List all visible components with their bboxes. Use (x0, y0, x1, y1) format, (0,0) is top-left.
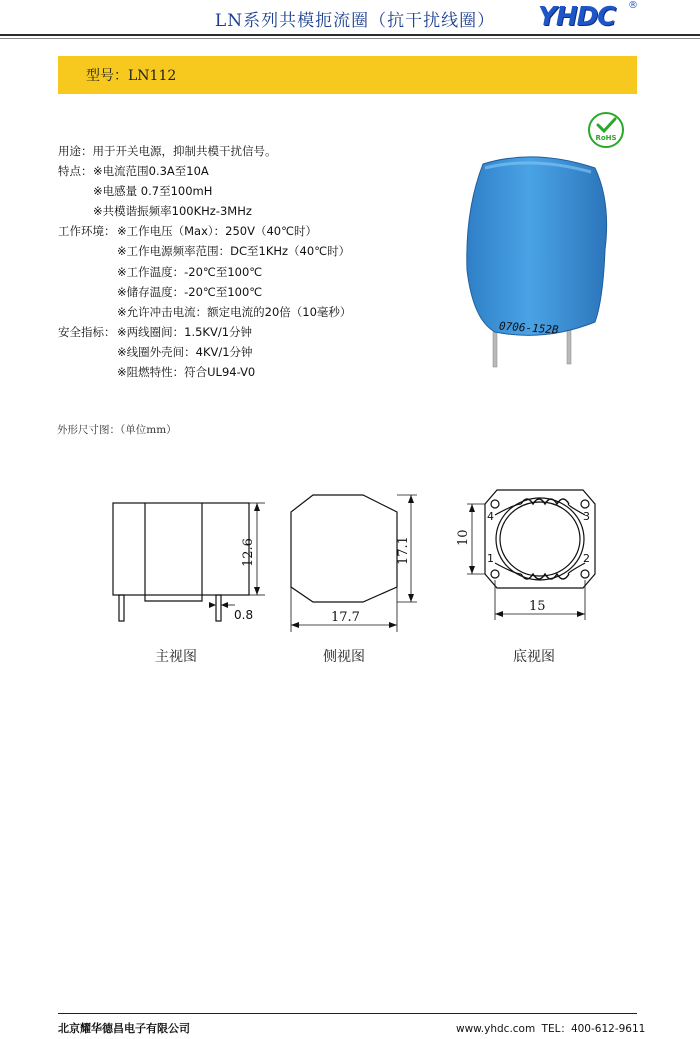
registered-mark: ® (628, 0, 638, 11)
side-view-drawing (285, 487, 435, 632)
spec-env-item: ※工作电压（Max）：250V（40℃时） (117, 224, 318, 238)
rohs-label: RoHS (595, 134, 617, 142)
yhdc-logo: YHDC (538, 2, 616, 32)
spec-env-item: ※工作温度：-20℃至100℃ (117, 265, 263, 279)
header-divider-thin (0, 38, 700, 39)
spec-safety-item: ※线圈外壳间：4KV/1分钟 (117, 345, 253, 359)
side-view-label: 侧视图 (323, 649, 365, 665)
dimensions-caption: 外形尺寸图：（单位mm） (57, 424, 177, 436)
spec-env-label: 工作环境： (58, 224, 116, 238)
pin-number: 1 (487, 552, 494, 565)
footer-company: 北京耀华德昌电子有限公司 (58, 1022, 190, 1035)
spec-safety-item: ※阻燃特性：符合UL94-V0 (117, 365, 256, 379)
product-marking: 0706-152B (498, 319, 559, 337)
spec-safety-label: 安全指标： (58, 325, 116, 339)
pin-number: 2 (583, 552, 590, 565)
spec-env-item: ※工作电源频率范围：DC至1KHz（40℃时） (117, 244, 351, 258)
bottom-height-label: 10 (456, 529, 471, 546)
footer-contact: www.yhdc.com TEL：400-612-9611 (456, 1023, 646, 1035)
header-divider (0, 34, 700, 36)
spec-feature-item: ※电感量 0.7至100mH (93, 184, 213, 198)
front-pin-label: 0.8 (234, 608, 254, 622)
spec-features-label: 特点： (58, 164, 93, 178)
model-label: 型号：LN112 (86, 68, 177, 84)
spec-env-item: ※储存温度：-20℃至100℃ (117, 285, 263, 299)
front-view-label: 主视图 (155, 649, 197, 665)
product-image (455, 150, 615, 370)
front-view-drawing (105, 495, 265, 635)
front-height-label: 12.6 (241, 538, 256, 567)
bottom-view-label: 底视图 (513, 649, 555, 665)
header-title: LN系列共模扼流圈（抗干扰线圈） (214, 11, 496, 31)
bottom-view-drawing (455, 480, 605, 625)
spec-usage: 用途：用于开关电源，抑制共模干扰信号。 (58, 144, 277, 158)
spec-env-item: ※允许冲击电流：额定电流的20倍（10毫秒） (117, 305, 352, 319)
rohs-badge (588, 112, 624, 148)
side-width-label: 17.7 (331, 610, 360, 625)
spec-feature-item: ※共模谐振频率100KHz-3MHz (93, 204, 252, 218)
pin-number: 3 (583, 510, 590, 523)
side-height-label: 17.1 (396, 536, 411, 565)
model-bar (58, 56, 637, 94)
bottom-width-label: 15 (529, 599, 546, 614)
footer-divider (58, 1013, 637, 1014)
pin-number: 4 (487, 510, 494, 523)
spec-safety-item: ※两线圈间：1.5KV/1分钟 (117, 325, 253, 339)
spec-feature-item: ※电流范围0.3A至10A (93, 164, 209, 178)
